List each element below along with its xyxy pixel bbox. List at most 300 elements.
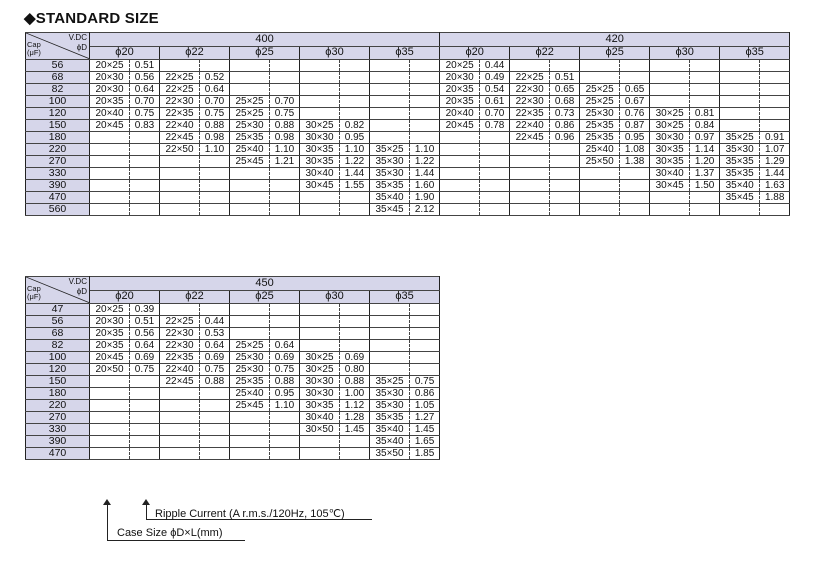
capacitance-cell: 56 — [26, 60, 90, 72]
ripple-current-cell — [270, 72, 300, 84]
ripple-current-cell: 0.65 — [620, 84, 650, 96]
case-size-cell — [650, 84, 690, 96]
ripple-current-cell: 1.37 — [690, 168, 720, 180]
case-size-cell: 35×30 — [720, 144, 760, 156]
case-size-cell: 25×50 — [580, 156, 620, 168]
case-size-cell: 25×25 — [580, 96, 620, 108]
capacitance-cell: 150 — [26, 376, 90, 388]
case-size-cell — [90, 388, 130, 400]
ripple-current-cell: 0.75 — [200, 364, 230, 376]
ripple-current-cell: 1.38 — [620, 156, 650, 168]
case-size-cell: 30×35 — [650, 144, 690, 156]
case-size-cell — [370, 352, 410, 364]
table-row — [26, 120, 790, 132]
diameter-header: ϕ30 — [650, 46, 720, 60]
case-size-cell: 35×30 — [370, 400, 410, 412]
ripple-current-cell: 2.12 — [410, 204, 440, 216]
case-size-cell: 25×40 — [580, 144, 620, 156]
case-size-cell — [650, 204, 690, 216]
case-size-cell: 22×40 — [160, 364, 200, 376]
case-size-cell — [300, 448, 340, 460]
corner-cap-label: Cap — [27, 284, 41, 293]
ripple-current-cell: 0.69 — [270, 352, 300, 364]
case-size-cell — [440, 144, 480, 156]
ripple-current-cell: 1.50 — [690, 180, 720, 192]
ripple-current-cell — [410, 316, 440, 328]
case-size-cell: 25×45 — [230, 400, 270, 412]
ripple-current-cell: 0.95 — [270, 388, 300, 400]
ripple-current-cell — [690, 84, 720, 96]
case-size-cell — [300, 328, 340, 340]
ripple-current-cell: 0.39 — [130, 304, 160, 316]
case-size-cell — [370, 340, 410, 352]
case-size-cell: 25×30 — [230, 364, 270, 376]
ripple-current-cell: 0.88 — [200, 376, 230, 388]
ripple-current-cell: 0.64 — [200, 340, 230, 352]
ripple-current-cell: 1.10 — [270, 400, 300, 412]
ripple-current-cell: 1.90 — [410, 192, 440, 204]
capacitance-cell: 330 — [26, 424, 90, 436]
case-size-cell: 20×35 — [90, 328, 130, 340]
case-size-cell — [440, 204, 480, 216]
case-size-cell: 22×45 — [510, 132, 550, 144]
case-size-cell — [90, 156, 130, 168]
diameter-header: ϕ25 — [580, 46, 650, 60]
capacitance-cell: 100 — [26, 96, 90, 108]
case-size-cell — [440, 156, 480, 168]
table-row — [26, 72, 790, 84]
corner-wrap — [26, 277, 89, 303]
case-size-cell — [230, 204, 270, 216]
case-arrow-line — [107, 503, 108, 540]
ripple-current-cell — [270, 84, 300, 96]
diameter-header: ϕ35 — [370, 290, 440, 304]
ripple-current-cell: 0.75 — [130, 108, 160, 120]
case-size-cell: 25×30 — [580, 108, 620, 120]
ripple-current-cell: 1.44 — [340, 168, 370, 180]
case-size-cell: 30×25 — [300, 352, 340, 364]
ripple-current-cell — [410, 304, 440, 316]
capacitance-cell: 100 — [26, 352, 90, 364]
case-size-cell: 20×30 — [90, 316, 130, 328]
case-size-cell — [300, 84, 340, 96]
diameter-header: ϕ25 — [230, 46, 300, 60]
case-size-cell: 30×25 — [650, 120, 690, 132]
ripple-current-cell — [760, 72, 790, 84]
case-size-cell: 20×35 — [90, 340, 130, 352]
case-size-cell — [160, 204, 200, 216]
case-size-cell: 30×35 — [300, 144, 340, 156]
ripple-current-cell: 0.56 — [130, 72, 160, 84]
ripple-current-cell — [270, 192, 300, 204]
ripple-current-cell — [130, 156, 160, 168]
standard-size-table-400-420 — [25, 32, 790, 216]
case-size-cell: 22×30 — [160, 340, 200, 352]
ripple-current-cell — [130, 132, 160, 144]
case-size-cell: 22×30 — [510, 84, 550, 96]
ripple-current-cell: 0.88 — [270, 376, 300, 388]
capacitance-cell: 120 — [26, 364, 90, 376]
table-row — [26, 304, 440, 316]
ripple-current-cell — [200, 400, 230, 412]
ripple-current-cell — [200, 192, 230, 204]
ripple-current-cell: 0.70 — [200, 96, 230, 108]
ripple-current-cell — [130, 388, 160, 400]
case-size-cell: 22×25 — [160, 72, 200, 84]
capacitance-cell: 68 — [26, 72, 90, 84]
case-size-cell: 20×40 — [440, 108, 480, 120]
ripple-current-cell: 0.67 — [620, 96, 650, 108]
case-size-cell: 25×25 — [230, 340, 270, 352]
ripple-current-cell — [270, 180, 300, 192]
ripple-current-cell: 0.75 — [270, 364, 300, 376]
case-size-cell — [580, 192, 620, 204]
ripple-current-cell: 0.84 — [690, 120, 720, 132]
ripple-current-cell — [130, 436, 160, 448]
ripple-current-cell — [130, 204, 160, 216]
ripple-current-legend: Ripple Current (A r.m.s./120Hz, 105℃) — [155, 508, 345, 520]
case-size-cell: 25×40 — [230, 388, 270, 400]
standard-size-table-450 — [25, 276, 440, 460]
ripple-current-cell: 1.44 — [410, 168, 440, 180]
diameter-header: ϕ35 — [370, 46, 440, 60]
table-row — [26, 168, 790, 180]
ripple-current-cell: 1.20 — [690, 156, 720, 168]
case-size-cell — [160, 436, 200, 448]
ripple-current-cell: 0.64 — [130, 340, 160, 352]
ripple-current-cell — [340, 192, 370, 204]
ripple-current-cell: 0.65 — [550, 84, 580, 96]
case-size-cell — [440, 132, 480, 144]
ripple-current-cell — [480, 156, 510, 168]
case-size-cell — [510, 168, 550, 180]
case-size-cell — [230, 84, 270, 96]
case-size-cell: 30×45 — [300, 180, 340, 192]
case-size-cell: 35×40 — [370, 424, 410, 436]
case-size-cell — [90, 376, 130, 388]
case-size-cell — [510, 156, 550, 168]
ripple-current-cell — [690, 96, 720, 108]
ripple-current-cell: 0.87 — [620, 120, 650, 132]
table-row — [26, 144, 790, 156]
ripple-current-cell: 1.10 — [340, 144, 370, 156]
ripple-current-cell — [690, 60, 720, 72]
ripple-current-cell — [410, 328, 440, 340]
case-size-cell: 30×30 — [650, 132, 690, 144]
case-size-cell — [720, 60, 760, 72]
ripple-current-cell — [200, 388, 230, 400]
case-size-cell — [580, 60, 620, 72]
capacitance-cell: 180 — [26, 132, 90, 144]
header-corner — [26, 277, 90, 304]
ripple-current-cell: 0.64 — [270, 340, 300, 352]
case-size-cell: 30×50 — [300, 424, 340, 436]
ripple-current-cell: 1.63 — [760, 180, 790, 192]
ripple-current-cell — [690, 192, 720, 204]
case-size-cell: 30×30 — [300, 132, 340, 144]
case-size-cell: 35×30 — [370, 156, 410, 168]
case-size-cell: 30×35 — [300, 400, 340, 412]
case-size-cell — [300, 192, 340, 204]
ripple-current-cell: 0.88 — [340, 376, 370, 388]
diameter-header: ϕ25 — [230, 290, 300, 304]
case-size-cell: 35×40 — [720, 180, 760, 192]
case-size-legend: Case Size ϕD×L(mm) — [117, 527, 223, 539]
ripple-current-cell: 1.08 — [620, 144, 650, 156]
ripple-current-cell — [410, 60, 440, 72]
ripple-current-cell: 0.95 — [620, 132, 650, 144]
ripple-current-cell: 0.97 — [690, 132, 720, 144]
ripple-current-cell: 0.75 — [130, 364, 160, 376]
ripple-current-cell: 1.88 — [760, 192, 790, 204]
ripple-current-cell: 0.44 — [200, 316, 230, 328]
case-size-cell — [160, 424, 200, 436]
ripple-current-cell: 0.80 — [340, 364, 370, 376]
case-size-cell: 25×35 — [230, 132, 270, 144]
case-size-cell — [230, 60, 270, 72]
ripple-current-cell: 0.98 — [270, 132, 300, 144]
case-size-cell: 30×40 — [650, 168, 690, 180]
capacitance-cell: 220 — [26, 144, 90, 156]
ripple-current-cell: 0.44 — [480, 60, 510, 72]
case-size-cell — [230, 304, 270, 316]
ripple-current-cell — [550, 168, 580, 180]
ripple-current-cell — [550, 60, 580, 72]
case-size-cell: 35×30 — [370, 168, 410, 180]
case-size-cell: 35×30 — [370, 388, 410, 400]
ripple-current-cell — [760, 204, 790, 216]
ripple-current-cell — [200, 156, 230, 168]
diameter-header: ϕ22 — [510, 46, 580, 60]
case-size-cell: 30×25 — [300, 120, 340, 132]
case-size-cell: 25×25 — [230, 108, 270, 120]
case-size-cell: 25×35 — [580, 120, 620, 132]
case-size-cell — [370, 328, 410, 340]
corner-cap-label: Cap — [27, 40, 41, 49]
ripple-current-cell — [410, 120, 440, 132]
case-size-cell: 20×30 — [90, 72, 130, 84]
ripple-current-cell — [130, 168, 160, 180]
case-size-cell: 20×30 — [440, 72, 480, 84]
case-size-cell: 30×25 — [650, 108, 690, 120]
table-row — [26, 180, 790, 192]
ripple-current-cell: 0.61 — [480, 96, 510, 108]
table-row — [26, 156, 790, 168]
case-size-cell: 35×35 — [720, 168, 760, 180]
ripple-current-cell: 0.69 — [200, 352, 230, 364]
case-size-cell: 20×35 — [440, 84, 480, 96]
table-row — [26, 328, 440, 340]
case-size-cell — [90, 192, 130, 204]
case-size-cell — [90, 132, 130, 144]
ripple-current-cell: 1.44 — [760, 168, 790, 180]
ripple-current-cell: 0.64 — [200, 84, 230, 96]
table-row — [26, 352, 440, 364]
case-size-cell: 20×50 — [90, 364, 130, 376]
ripple-current-cell — [480, 168, 510, 180]
case-size-cell — [230, 72, 270, 84]
ripple-current-cell — [130, 180, 160, 192]
ripple-current-cell: 0.83 — [130, 120, 160, 132]
case-size-cell — [160, 304, 200, 316]
table-row — [26, 448, 440, 460]
table-row — [26, 400, 440, 412]
case-size-cell: 35×45 — [370, 204, 410, 216]
case-size-cell — [160, 412, 200, 424]
ripple-current-cell: 1.07 — [760, 144, 790, 156]
ripple-current-cell — [340, 72, 370, 84]
capacitance-cell: 390 — [26, 180, 90, 192]
ripple-current-cell — [410, 72, 440, 84]
table-row — [26, 412, 440, 424]
diameter-header: ϕ22 — [160, 290, 230, 304]
ripple-current-cell — [760, 84, 790, 96]
ripple-current-cell: 1.10 — [410, 144, 440, 156]
ripple-current-cell — [480, 180, 510, 192]
case-size-cell — [510, 144, 550, 156]
case-size-cell: 20×25 — [440, 60, 480, 72]
diameter-header: ϕ35 — [720, 46, 790, 60]
capacitance-cell: 82 — [26, 340, 90, 352]
case-size-cell: 25×30 — [230, 120, 270, 132]
case-size-cell — [160, 168, 200, 180]
ripple-current-cell — [410, 352, 440, 364]
ripple-current-cell: 0.49 — [480, 72, 510, 84]
case-size-cell — [90, 400, 130, 412]
ripple-current-cell: 1.12 — [340, 400, 370, 412]
voltage-header-row — [26, 277, 440, 291]
case-size-cell: 35×25 — [370, 144, 410, 156]
case-size-cell: 35×35 — [370, 412, 410, 424]
ripple-current-cell: 0.78 — [480, 120, 510, 132]
case-size-cell: 22×25 — [510, 72, 550, 84]
table-row — [26, 60, 790, 72]
corner-vdc-label: V.DC — [68, 33, 87, 42]
ripple-current-cell — [340, 304, 370, 316]
case-size-cell — [160, 180, 200, 192]
case-size-cell — [370, 60, 410, 72]
diameter-header: ϕ30 — [300, 290, 370, 304]
capacitance-cell: 47 — [26, 304, 90, 316]
ripple-current-cell — [270, 328, 300, 340]
ripple-current-cell — [270, 448, 300, 460]
ripple-current-cell — [200, 204, 230, 216]
case-size-cell — [300, 436, 340, 448]
capacitance-cell: 270 — [26, 156, 90, 168]
ripple-current-cell — [200, 180, 230, 192]
ripple-current-cell — [760, 96, 790, 108]
case-size-cell — [440, 168, 480, 180]
case-size-cell: 20×35 — [440, 96, 480, 108]
case-size-cell — [300, 204, 340, 216]
case-size-cell — [300, 316, 340, 328]
ripple-current-cell: 0.56 — [130, 328, 160, 340]
capacitance-cell: 180 — [26, 388, 90, 400]
case-size-cell — [370, 108, 410, 120]
ripple-current-cell — [340, 328, 370, 340]
voltage-header: 400 — [90, 33, 440, 47]
ripple-current-cell — [410, 132, 440, 144]
case-size-cell: 22×45 — [160, 376, 200, 388]
ripple-current-cell — [410, 108, 440, 120]
case-size-cell: 22×35 — [160, 352, 200, 364]
ripple-current-cell: 0.73 — [550, 108, 580, 120]
ripple-current-cell — [340, 96, 370, 108]
capacitance-cell: 470 — [26, 448, 90, 460]
case-size-cell: 20×25 — [90, 304, 130, 316]
case-size-cell — [160, 400, 200, 412]
case-size-cell — [300, 96, 340, 108]
ripple-current-cell — [620, 204, 650, 216]
case-size-cell — [370, 364, 410, 376]
case-size-cell — [370, 132, 410, 144]
case-size-cell: 25×40 — [230, 144, 270, 156]
ripple-current-cell: 0.86 — [410, 388, 440, 400]
ripple-current-cell: 0.51 — [130, 60, 160, 72]
ripple-current-cell: 1.85 — [410, 448, 440, 460]
capacitance-cell: 56 — [26, 316, 90, 328]
diameter-header: ϕ20 — [90, 290, 160, 304]
ripple-current-cell — [410, 364, 440, 376]
ripple-current-cell: 1.29 — [760, 156, 790, 168]
ripple-current-cell — [340, 84, 370, 96]
ripple-current-cell: 1.21 — [270, 156, 300, 168]
ripple-current-cell — [270, 412, 300, 424]
corner-diameter-label: ϕD — [76, 287, 87, 296]
ripple-current-cell: 1.05 — [410, 400, 440, 412]
case-size-cell — [580, 204, 620, 216]
case-size-cell: 30×30 — [300, 388, 340, 400]
ripple-current-cell: 0.51 — [130, 316, 160, 328]
ripple-arrow-head — [142, 499, 150, 505]
ripple-current-cell — [550, 204, 580, 216]
ripple-current-cell — [480, 204, 510, 216]
case-size-cell: 20×40 — [90, 108, 130, 120]
ripple-current-cell — [550, 180, 580, 192]
case-size-cell: 22×30 — [160, 96, 200, 108]
case-size-cell: 35×35 — [370, 180, 410, 192]
ripple-current-cell — [340, 448, 370, 460]
ripple-current-cell — [270, 424, 300, 436]
table-row — [26, 84, 790, 96]
ripple-current-cell: 1.45 — [410, 424, 440, 436]
case-size-cell — [300, 304, 340, 316]
case-size-cell — [510, 204, 550, 216]
table-row — [26, 424, 440, 436]
case-size-cell: 35×25 — [370, 376, 410, 388]
case-size-cell — [230, 316, 270, 328]
ripple-current-cell: 0.96 — [550, 132, 580, 144]
case-size-cell — [370, 120, 410, 132]
page-title: ◆STANDARD SIZE — [24, 10, 159, 27]
case-size-cell: 22×45 — [160, 132, 200, 144]
case-size-cell — [370, 84, 410, 96]
ripple-current-cell — [200, 436, 230, 448]
ripple-current-cell — [270, 204, 300, 216]
case-size-cell: 20×45 — [440, 120, 480, 132]
ripple-current-cell — [620, 168, 650, 180]
case-size-cell — [370, 316, 410, 328]
ripple-current-cell: 0.81 — [690, 108, 720, 120]
case-size-cell — [510, 192, 550, 204]
case-size-cell — [230, 328, 270, 340]
table-row — [26, 132, 790, 144]
case-size-cell: 25×25 — [230, 96, 270, 108]
table-row — [26, 96, 790, 108]
case-size-cell — [90, 168, 130, 180]
voltage-header: 450 — [90, 277, 440, 291]
case-size-cell — [510, 180, 550, 192]
